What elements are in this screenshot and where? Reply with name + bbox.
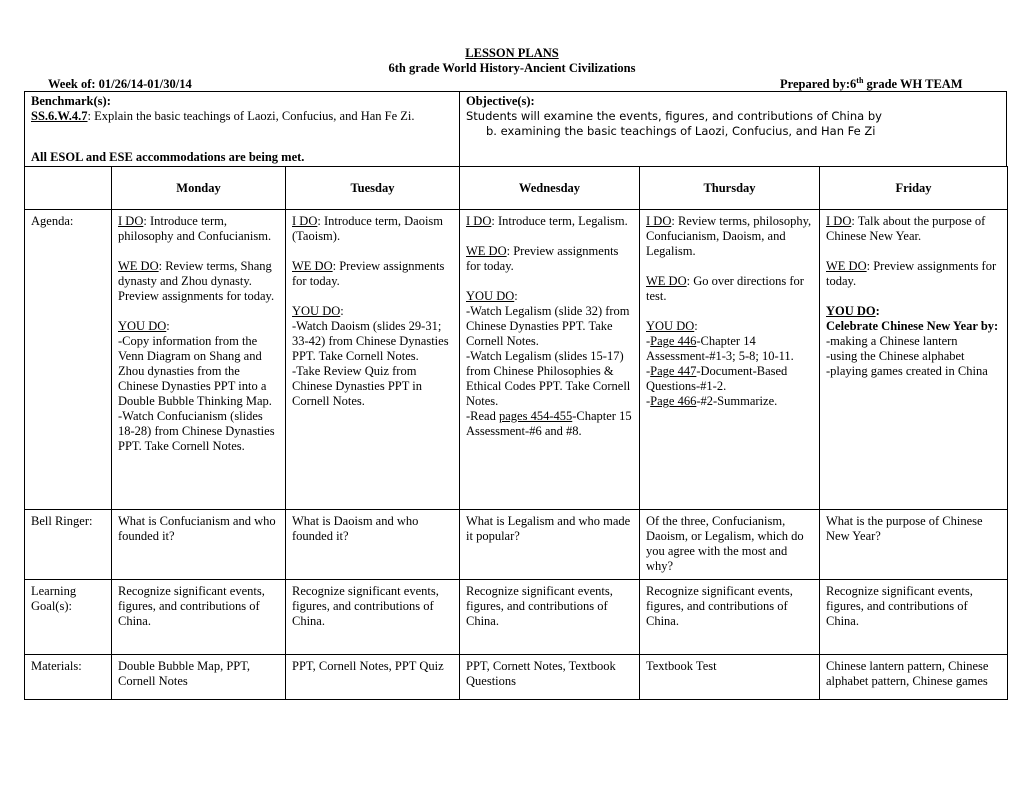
link-page-447[interactable]: Page 447 xyxy=(650,364,697,378)
week-label: Week of: 01/26/14-01/30/14 xyxy=(48,77,192,91)
link-page-466[interactable]: Page 466 xyxy=(650,394,697,408)
page-title: LESSON PLANS xyxy=(465,46,559,60)
day-header-tuesday: Tuesday xyxy=(286,167,460,210)
agenda-monday: I DO: Introduce term, philosophy and Confucianism. WE DO: Review terms, Shang dynasty and Zhou dynasty. Preview assignments for today. YOU DO: -Copy information from the Venn Diagram on Shang and Zhou dynasties from the Chinese Dynasties PPT into a Double Bubble Thinking Map. -Watch Confucianism (slides 18-28) from Chinese Dynasties PPT. Take Cornell Notes. xyxy=(112,210,286,510)
accommodations-note: All ESOL and ESE accommodations are being met. xyxy=(31,150,305,164)
day-header-friday: Friday xyxy=(820,167,1008,210)
day-header-row xyxy=(25,167,1008,210)
standards-box xyxy=(24,91,1007,167)
materials-wednesday: PPT, Cornett Notes, Textbook Questions xyxy=(460,655,640,700)
bell-tuesday: What is Daoism and who founded it? xyxy=(286,510,460,580)
bell-ringer-label: Bell Ringer: xyxy=(25,510,112,580)
materials-tuesday: PPT, Cornell Notes, PPT Quiz xyxy=(286,655,460,700)
agenda-label: Agenda: xyxy=(25,210,112,510)
bell-friday: What is the purpose of Chinese New Year? xyxy=(820,510,1008,580)
link-page-446[interactable]: Page 446 xyxy=(650,334,697,348)
learning-goal-label: Learning Goal(s): xyxy=(25,580,112,655)
day-header-monday: Monday xyxy=(112,167,286,210)
agenda-friday: I DO: Talk about the purpose of Chinese New Year. WE DO: Preview assignments for today. YOU DO: Celebrate Chinese New Year by: -making a Chinese lantern -using the Chinese alphabet -playing games created in China xyxy=(820,210,1008,510)
benchmark-code: SS.6.W.4.7 xyxy=(31,109,88,123)
bell-thursday: Of the three, Confucianism, Daoism, or Legalism, which do you agree with the most and why? xyxy=(640,510,820,580)
agenda-thursday: I DO: Review terms, philosophy, Confucianism, Daoism, and Legalism. WE DO: Go over directions for test. YOU DO: -Page 446-Chapter 14 Assessment-#1-3; 5-8; 10-11. -Page 447-Document-Based Questions-#1-2. -Page 466-#2-Summarize. xyxy=(640,210,820,510)
materials-label: Materials: xyxy=(25,655,112,700)
page-subtitle: 6th grade World History-Ancient Civilizations xyxy=(388,61,636,75)
lesson-plan-table xyxy=(24,166,1008,700)
goal-monday: Recognize significant events, figures, and contributions of China. xyxy=(112,580,286,655)
objective-line-1: Students will examine the events, figures, and contributions of China by xyxy=(466,109,882,123)
bell-ringer-row xyxy=(25,510,1008,580)
materials-monday: Double Bubble Map, PPT, Cornell Notes xyxy=(112,655,286,700)
goal-tuesday: Recognize significant events, figures, and contributions of China. xyxy=(286,580,460,655)
agenda-tuesday: I DO: Introduce term, Daoism (Taoism). WE DO: Preview assignments for today. YOU DO: -Watch Daoism (slides 29-31; 33-42) from Chinese Dynasties PPT. Take Cornell Notes. -Take Review Quiz from Chinese Dynasties PPT in Cornell Notes. xyxy=(286,210,460,510)
benchmark-cell xyxy=(25,92,460,166)
day-header-wednesday: Wednesday xyxy=(460,167,640,210)
objective-cell xyxy=(460,92,1006,166)
agenda-wednesday: I DO: Introduce term, Legalism. WE DO: Preview assignments for today. YOU DO: -Watch Legalism (slide 32) from Chinese Dynasties PPT. Take Cornell Notes. -Watch Legalism (slides 15-17) from Chinese Philosophies & Ethical Codes PPT. Take Cornell Notes. -Read pages 454-455-Chapter 15 Assessment-#6 and #8. xyxy=(460,210,640,510)
learning-goal-row xyxy=(25,580,1008,655)
goal-thursday: Recognize significant events, figures, and contributions of China. xyxy=(640,580,820,655)
benchmark-text: SS.6.W.4.7: Explain the basic teachings of Laozi, Confucius, and Han Fe Zi. xyxy=(31,109,415,123)
bell-monday: What is Confucianism and who founded it? xyxy=(112,510,286,580)
materials-row xyxy=(25,655,1008,700)
agenda-row xyxy=(25,210,1008,510)
materials-thursday: Textbook Test xyxy=(640,655,820,700)
benchmark-label: Benchmark(s): xyxy=(31,94,111,108)
goal-friday: Recognize significant events, figures, and contributions of China. xyxy=(820,580,1008,655)
objective-line-2: b. examining the basic teachings of Laozi, Confucius, and Han Fe Zi xyxy=(486,124,876,138)
corner-cell xyxy=(25,167,112,210)
day-header-thursday: Thursday xyxy=(640,167,820,210)
goal-wednesday: Recognize significant events, figures, and contributions of China. xyxy=(460,580,640,655)
link-pages-454-455[interactable]: pages 454-455 xyxy=(498,409,573,423)
bell-wednesday: What is Legalism and who made it popular? xyxy=(460,510,640,580)
objective-label: Objective(s): xyxy=(466,94,535,108)
materials-friday: Chinese lantern pattern, Chinese alphabet pattern, Chinese games xyxy=(820,655,1008,700)
prepared-by: Prepared by:6th grade WH TEAM xyxy=(780,75,963,91)
